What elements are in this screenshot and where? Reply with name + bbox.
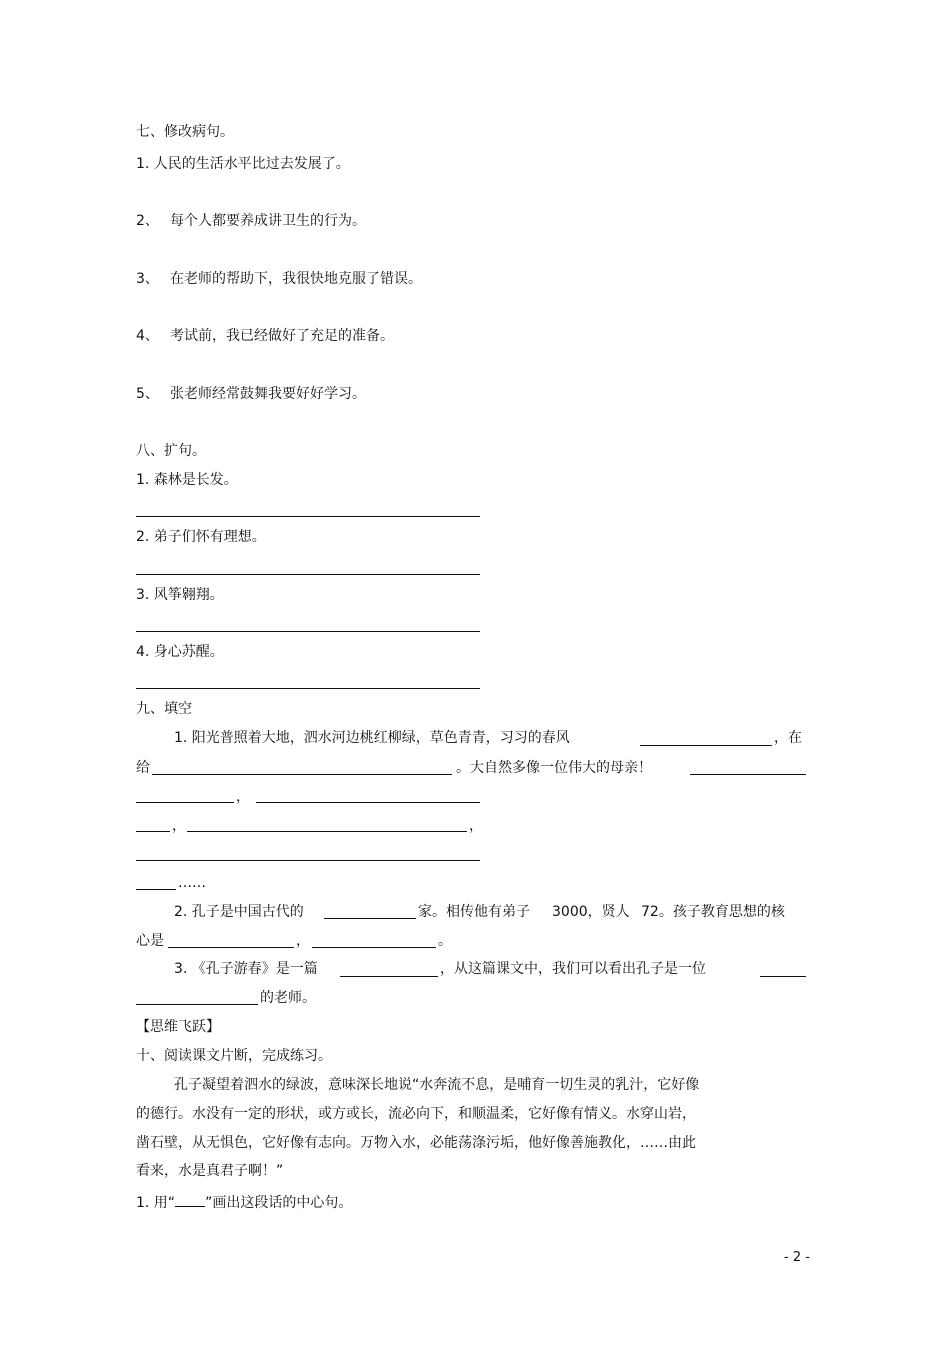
fill-blank[interactable] bbox=[340, 976, 438, 977]
comma: ， bbox=[172, 818, 186, 834]
s9-q2-text-4: 72。孩子教育思想的核 bbox=[641, 904, 785, 920]
s7-q2-number: 2、 bbox=[136, 213, 159, 229]
s9-q1-text-4: 。大自然多像一位伟大的母亲！ bbox=[456, 760, 652, 776]
fill-blank[interactable] bbox=[136, 889, 176, 890]
s9-q2-period: 。 bbox=[438, 933, 452, 949]
fill-blank[interactable] bbox=[136, 1004, 258, 1005]
s7-q4-number: 4、 bbox=[136, 328, 159, 344]
thinking-leap-heading: 【思维飞跃】 bbox=[136, 1019, 220, 1035]
s9-q1-text: 1. 阳光普照着大地，泗水河边桃红柳绿，草色青青，习习的春风 bbox=[174, 730, 570, 746]
s9-q3-text-3: 的老师。 bbox=[260, 990, 316, 1006]
reading-passage-line-1: 孔子凝望着泗水的绿波，意味深长地说“水奔流不息，是哺育一切生灵的乳汁，它好像 bbox=[174, 1077, 700, 1093]
fill-blank[interactable] bbox=[690, 774, 806, 775]
s8-question-4: 4. 身心苏醒。 bbox=[136, 644, 224, 660]
s7-question-1: 1. 人民的生活水平比过去发展了。 bbox=[136, 156, 350, 172]
fill-blank[interactable] bbox=[168, 947, 294, 948]
s9-q1-text-3: 给 bbox=[136, 760, 150, 776]
section-8-title: 八、扩句。 bbox=[136, 443, 206, 459]
s7-question-3: 在老师的帮助下，我很快地克服了错误。 bbox=[170, 271, 422, 287]
section-9-title: 九、填空 bbox=[136, 701, 192, 717]
answer-line[interactable] bbox=[136, 631, 480, 632]
fill-blank[interactable] bbox=[256, 802, 480, 803]
s7-q3-number: 3、 bbox=[136, 271, 159, 287]
comma: ， bbox=[469, 818, 483, 834]
answer-line[interactable] bbox=[136, 574, 480, 575]
section-7-title: 七、修改病句。 bbox=[136, 124, 234, 140]
reading-passage-line-2: 的德行。水没有一定的形状，或方或长，流必向下，和顺温柔，它好像有情义。水穿山岩， bbox=[136, 1106, 696, 1122]
fill-blank[interactable] bbox=[136, 802, 234, 803]
answer-line[interactable] bbox=[136, 688, 480, 689]
s8-question-2: 2. 弟子们怀有理想。 bbox=[136, 529, 266, 545]
comma: ， bbox=[236, 789, 250, 805]
s7-q5-number: 5、 bbox=[136, 386, 159, 402]
s9-q2-text-2: 家。相传他有弟子 bbox=[418, 904, 530, 920]
reading-passage-line-3: 凿石壁，从无惧色，它好像有志向。万物入水，必能荡涤污垢，他好像善施教化，……由此 bbox=[136, 1135, 696, 1151]
reading-passage-line-4: 看来，水是真君子啊！” bbox=[136, 1163, 284, 1179]
section-10-title: 十、阅读课文片断，完成练习。 bbox=[136, 1048, 332, 1064]
s7-question-2: 每个人都要养成讲卫生的行为。 bbox=[170, 213, 366, 229]
fill-blank[interactable] bbox=[136, 860, 480, 861]
fill-blank[interactable] bbox=[312, 947, 436, 948]
underline-sample bbox=[175, 1192, 205, 1207]
fill-blank[interactable] bbox=[136, 831, 170, 832]
s7-question-4: 考试前，我已经做好了充足的准备。 bbox=[170, 328, 394, 344]
fill-blank[interactable] bbox=[640, 745, 772, 746]
s9-q2-text-3: 3000，贤人 bbox=[552, 904, 630, 920]
fill-blank[interactable] bbox=[324, 918, 416, 919]
s8-question-1: 1. 森林是长发。 bbox=[136, 472, 238, 488]
fill-blank[interactable] bbox=[187, 831, 467, 832]
fill-blank[interactable] bbox=[760, 976, 806, 977]
s10-question-1: 1. 用“ ”画出这段话的中心句。 bbox=[136, 1192, 352, 1213]
answer-line[interactable] bbox=[136, 516, 480, 517]
fill-blank[interactable] bbox=[152, 774, 452, 775]
s9-q2-text: 2. 孔子是中国古代的 bbox=[174, 904, 304, 920]
ellipsis: …… bbox=[178, 875, 206, 891]
s7-question-5: 张老师经常鼓舞我要好好学习。 bbox=[170, 386, 366, 402]
s9-q2-text-5: 心是 bbox=[136, 933, 164, 949]
s9-q3-text-2: ，从这篇课文中，我们可以看出孔子是一位 bbox=[440, 961, 706, 977]
s9-q3-text: 3. 《孔子游春》是一篇 bbox=[174, 961, 318, 977]
s9-q1-text-2: ，在 bbox=[774, 730, 802, 746]
s9-q2-comma: ， bbox=[296, 933, 310, 949]
s8-question-3: 3. 风筝翱翔。 bbox=[136, 587, 224, 603]
page-number: - 2 - bbox=[784, 1250, 810, 1265]
